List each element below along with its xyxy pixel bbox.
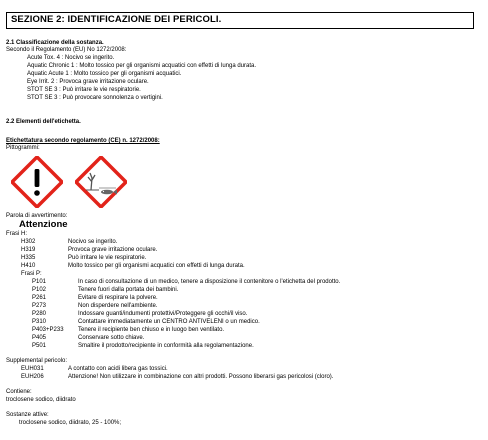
label-heading: 2.2 Elementi dell'etichetta. xyxy=(6,119,81,125)
pictograms-label: Pittogrammi: xyxy=(6,145,40,151)
classification-heading: 2.1 Classificazione della sostanza. xyxy=(6,40,104,46)
classification-item: Acute Tox. 4 : Nocivo se ingerito. xyxy=(27,55,115,61)
h-text: Provoca grave irritazione oculare. xyxy=(68,247,158,253)
actives-value: troclosene sodico, diidrato, 25 - 100%; xyxy=(19,420,122,426)
euh-text: A contatto con acidi libera gas tossici. xyxy=(68,366,168,372)
classification-item: STOT SE 3 : Può irritare le vie respiratorie. xyxy=(27,87,141,93)
section-title: SEZIONE 2: IDENTIFICAZIONE DEI PERICOLI. xyxy=(11,14,222,25)
p-code: P403+P233 xyxy=(32,327,64,333)
p-text: In caso di consultazione di un medico, tenere a disposizione il contenitore o l'etichetta del prodotto. xyxy=(78,279,341,285)
p-code: P405 xyxy=(32,335,47,341)
p-text: Evitare di respirare la polvere. xyxy=(78,295,158,301)
classification-item: Aquatic Acute 1 : Molto tossico per gli organismi acquatici. xyxy=(27,71,182,77)
p-statements-label: Frasi P: xyxy=(21,271,42,277)
h-text: Nocivo se ingerito. xyxy=(68,239,118,245)
contains-value: troclosene sodico, diidrato xyxy=(6,397,76,403)
h-code: H319 xyxy=(21,247,36,253)
environment-pictogram xyxy=(75,156,127,208)
actives-label: Sostanze attive: xyxy=(6,412,49,418)
h-code: H410 xyxy=(21,263,36,269)
classification-regulation: Secondo il Regolamento (EU) No 1272/2008: xyxy=(6,47,127,53)
p-code: P273 xyxy=(32,303,47,309)
euh-code: EUH031 xyxy=(21,366,44,372)
h-statements-label: Frasi H: xyxy=(6,231,27,237)
classification-item: Aquatic Chronic 1 : Molto tossico per gli organismi acquatici con effetti di lunga durata. xyxy=(27,63,257,69)
p-text: Tenere il recipiente ben chiuso e in luogo ben ventilato. xyxy=(78,327,225,333)
exclamation-mark-pictogram xyxy=(11,156,63,208)
classification-item: STOT SE 3 : Può provocare sonnolenza o vertigini. xyxy=(27,95,163,101)
p-code: P101 xyxy=(32,279,47,285)
label-subheading: Etichettatura secondo regolamento (CE) n. 1272/2008: xyxy=(6,138,160,144)
h-text: Può irritare le vie respiratorie. xyxy=(68,255,147,261)
signal-word-label: Parola di avvertimento: xyxy=(6,213,68,219)
euh-code: EUH206 xyxy=(21,374,44,380)
p-text: Conservare sotto chiave. xyxy=(78,335,145,341)
p-code: P261 xyxy=(32,295,47,301)
p-text: Non disperdere nell'ambiente. xyxy=(78,303,158,309)
p-code: P102 xyxy=(32,287,47,293)
p-text: Contattare immediatamente un CENTRO ANTIVELENI o un medico. xyxy=(78,319,260,325)
classification-item: Eye Irrit. 2 : Provoca grave irritazione oculare. xyxy=(27,79,149,85)
p-code: P310 xyxy=(32,319,47,325)
signal-word: Attenzione xyxy=(19,219,68,230)
contains-label: Contiene: xyxy=(6,389,32,395)
p-text: Smaltire il prodotto/recipiente in conformità alla regolamentazione. xyxy=(78,343,254,349)
h-text: Molto tossico per gli organismi acquatici con effetti di lunga durata. xyxy=(68,263,245,269)
p-code: P501 xyxy=(32,343,47,349)
h-code: H302 xyxy=(21,239,36,245)
h-code: H335 xyxy=(21,255,36,261)
section-header-box xyxy=(6,12,474,29)
euh-text: Attenzione! Non utilizzare in combinazione con altri prodotti. Possono liberarsi gas pericolosi (cloro). xyxy=(68,374,334,380)
p-text: Indossare guanti/indumenti protettivi/Proteggere gli occhi/il viso. xyxy=(78,311,248,317)
p-code: P280 xyxy=(32,311,47,317)
p-text: Tenere fuori dalla portata dei bambini. xyxy=(78,287,179,293)
supplemental-label: Supplemental pericolo: xyxy=(6,358,68,364)
